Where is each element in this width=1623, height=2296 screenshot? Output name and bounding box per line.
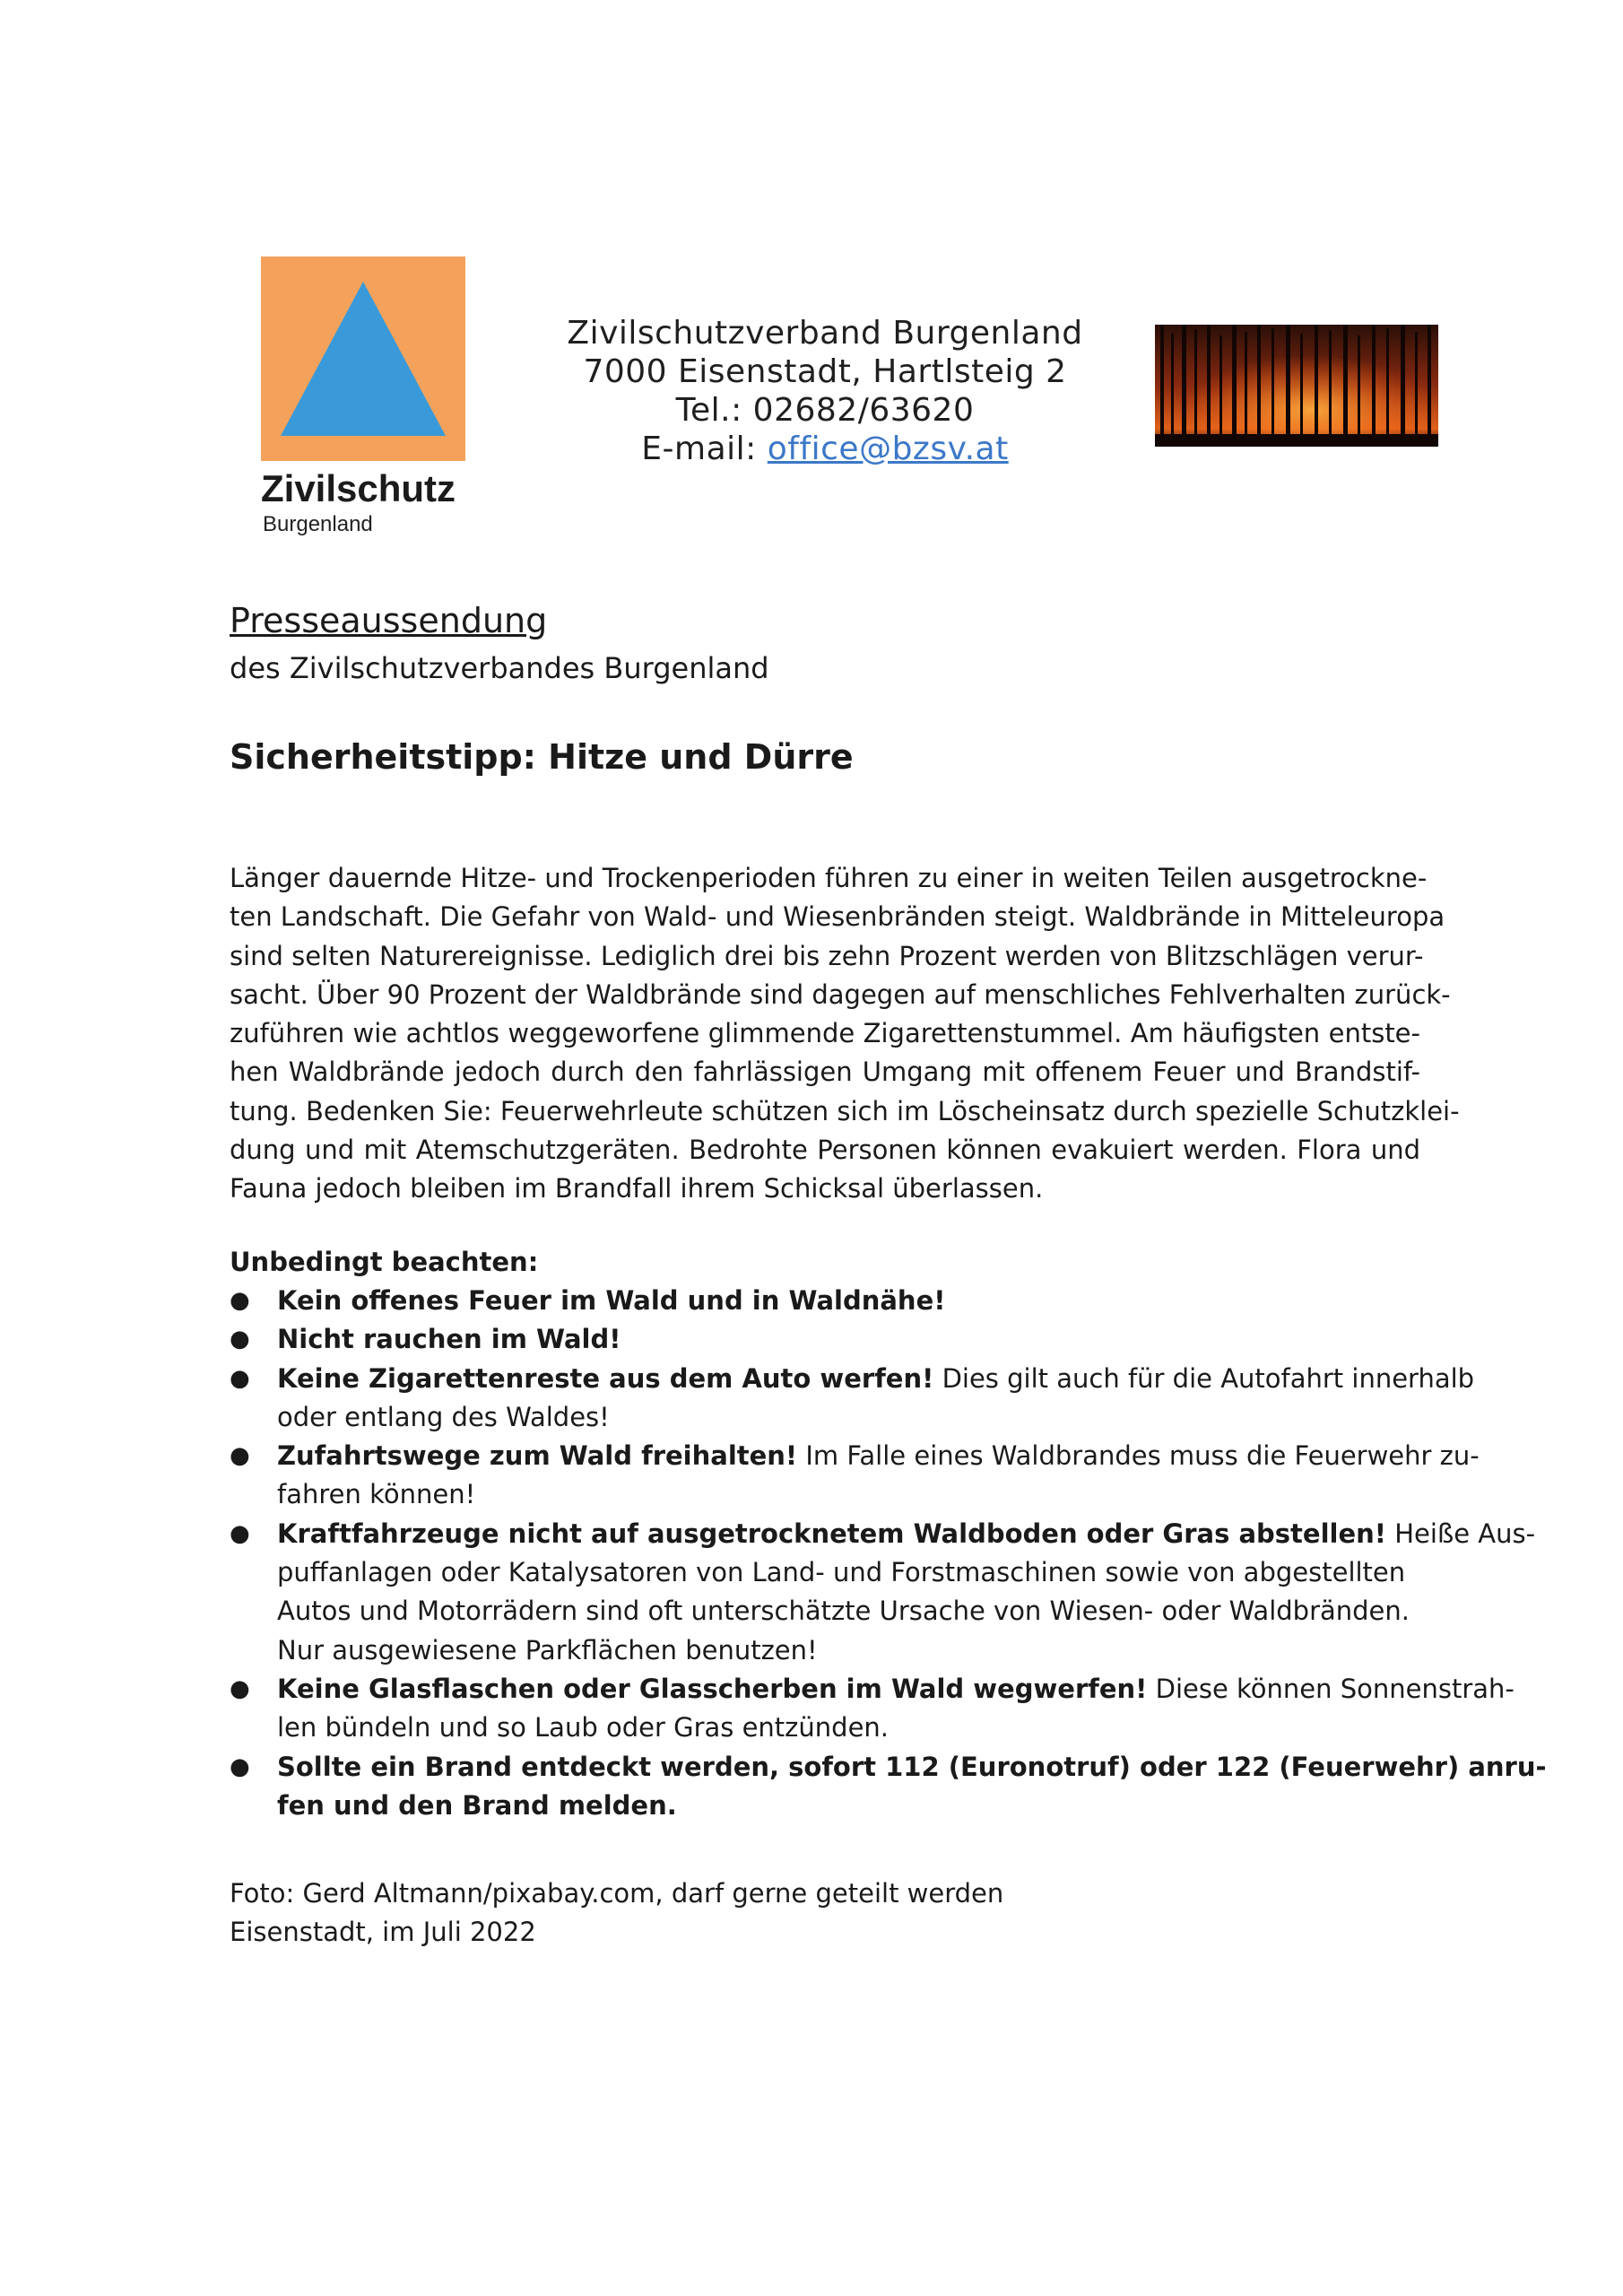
- bullet-icon: ●: [230, 1674, 250, 1702]
- tip-bold: Kraftfahrzeuge nicht auf ausgetrocknetem Waldboden oder Gras abstellen!: [277, 1518, 1387, 1549]
- page-subtitle: des Zivilschutzverbandes Burgenland: [230, 651, 769, 685]
- body-line: zuführen wie achtlos weggeworfene glimmende Zigarettenstummel. Am häufigsten entste-: [230, 1018, 1420, 1049]
- body-line: Fauna jedoch bleiben im Brandfall ihrem Schicksal überlassen.: [230, 1173, 1044, 1205]
- phone-number: Tel.: 02682/63620: [675, 392, 975, 429]
- tip-text: puffanlagen oder Katalysatoren von Land- und Forstmaschinen sowie von abgestellten: [277, 1557, 1406, 1588]
- tip-text: Dies gilt auch für die Autofahrt innerhalb: [933, 1362, 1475, 1394]
- tip-text: fahren können!: [277, 1479, 476, 1510]
- body-line: ten Landschaft. Die Gefahr von Wald- und Wiesenbränden steigt. Waldbrände in Mitteleuropa: [230, 901, 1445, 933]
- bullet-icon: ●: [230, 1364, 250, 1392]
- logo-name: Zivilschutz: [261, 467, 456, 509]
- logo-region: Burgenland: [263, 512, 373, 536]
- tip-text: Nur ausgewiesene Parkflächen benutzen!: [277, 1634, 818, 1665]
- email-label: E-mail:: [641, 430, 757, 467]
- bullet-icon: ●: [230, 1287, 250, 1314]
- list-item: [230, 1320, 1431, 1359]
- zivilschutz-logo: [261, 257, 465, 461]
- list-item: [230, 1515, 1536, 1670]
- forest-fire-photo: [1155, 325, 1438, 447]
- org-name: Zivilschutzverband Burgenland: [567, 315, 1083, 352]
- tip-bold: Sollte ein Brand entdeckt werden, sofort 112 (Euronotruf) oder 122 (Feuerwehr) anru-: [277, 1751, 1547, 1782]
- tip-text: len bündeln und so Laub oder Gras entzünden.: [277, 1712, 890, 1744]
- place-date: Eisenstadt, im Juli 2022: [230, 1917, 536, 1947]
- body-line: hen Waldbrände jedoch durch den fahrlässigen Umgang mit offenem Feuer und Brandstif-: [230, 1057, 1420, 1088]
- body-paragraph: [230, 859, 1460, 1209]
- list-item: [230, 1282, 1431, 1320]
- tip-bold: Keine Zigarettenreste aus dem Auto werfen!: [277, 1362, 934, 1394]
- tip-bold: Keine Glasflaschen oder Glasscherben im Wald wegwerfen!: [277, 1673, 1148, 1704]
- bullet-icon: ●: [230, 1519, 250, 1547]
- body-line: sind selten Naturereignisse. Lediglich drei bis zehn Prozent werden von Blitzschlägen verur-: [230, 940, 1424, 971]
- tip-bold: Nicht rauchen im Wald!: [277, 1324, 621, 1355]
- tip-bold: fen und den Brand melden.: [277, 1789, 677, 1821]
- bullet-icon: ●: [230, 1752, 250, 1780]
- footer: [230, 1874, 1003, 1952]
- triangle-icon: [261, 257, 465, 461]
- list-item: [230, 1748, 1547, 1826]
- list-item: [230, 1437, 1480, 1515]
- safety-tips-list: [230, 1282, 1547, 1825]
- list-item: [230, 1360, 1475, 1438]
- page-title: Presseaussendung: [230, 601, 548, 640]
- tip-bold: Kein offenes Feuer im Wald und in Waldnähe!: [277, 1285, 946, 1316]
- tip-bold: Zufahrtswege zum Wald freihalten!: [277, 1440, 798, 1472]
- list-item: [230, 1670, 1515, 1748]
- forest-fire-image: [1155, 325, 1438, 447]
- bullet-icon: ●: [230, 1442, 250, 1470]
- body-line: Länger dauernde Hitze- und Trockenperioden führen zu einer in weiten Teilen ausgetrockne-: [230, 863, 1428, 893]
- tip-text: oder entlang des Waldes!: [277, 1401, 610, 1432]
- body-line: sacht. Über 90 Prozent der Waldbrände sind dagegen auf menschliches Fehlverhalten zurück-: [230, 978, 1451, 1010]
- email-link[interactable]: office@bzsv.at: [767, 430, 1009, 467]
- tip-text: Autos und Motorrädern sind oft unterschätzte Ursache von Wiesen- oder Waldbränden.: [277, 1596, 1410, 1627]
- address-block: [502, 314, 1148, 468]
- tip-text: Im Falle eines Waldbrandes muss die Feuerwehr zu-: [797, 1440, 1480, 1472]
- photo-credit: Foto: Gerd Altmann/pixabay.com, darf gerne geteilt werden: [230, 1878, 1004, 1909]
- email-line: [502, 430, 1148, 468]
- bullet-icon: ●: [230, 1326, 250, 1353]
- article-heading: Sicherheitstipp: Hitze und Dürre: [230, 737, 854, 777]
- body-line: dung und mit Atemschutzgeräten. Bedrohte Personen können evakuiert werden. Flora und: [230, 1135, 1420, 1166]
- body-line: tung. Bedenken Sie: Feuerwehrleute schützen sich im Löscheinsatz durch spezielle Schutzklei-: [230, 1095, 1460, 1126]
- tip-text: Heiße Aus-: [1386, 1518, 1536, 1549]
- notes-heading: Unbedingt beachten:: [230, 1247, 539, 1277]
- street-address: 7000 Eisenstadt, Hartlsteig 2: [583, 353, 1067, 390]
- tip-text: Diese können Sonnenstrah-: [1147, 1673, 1515, 1704]
